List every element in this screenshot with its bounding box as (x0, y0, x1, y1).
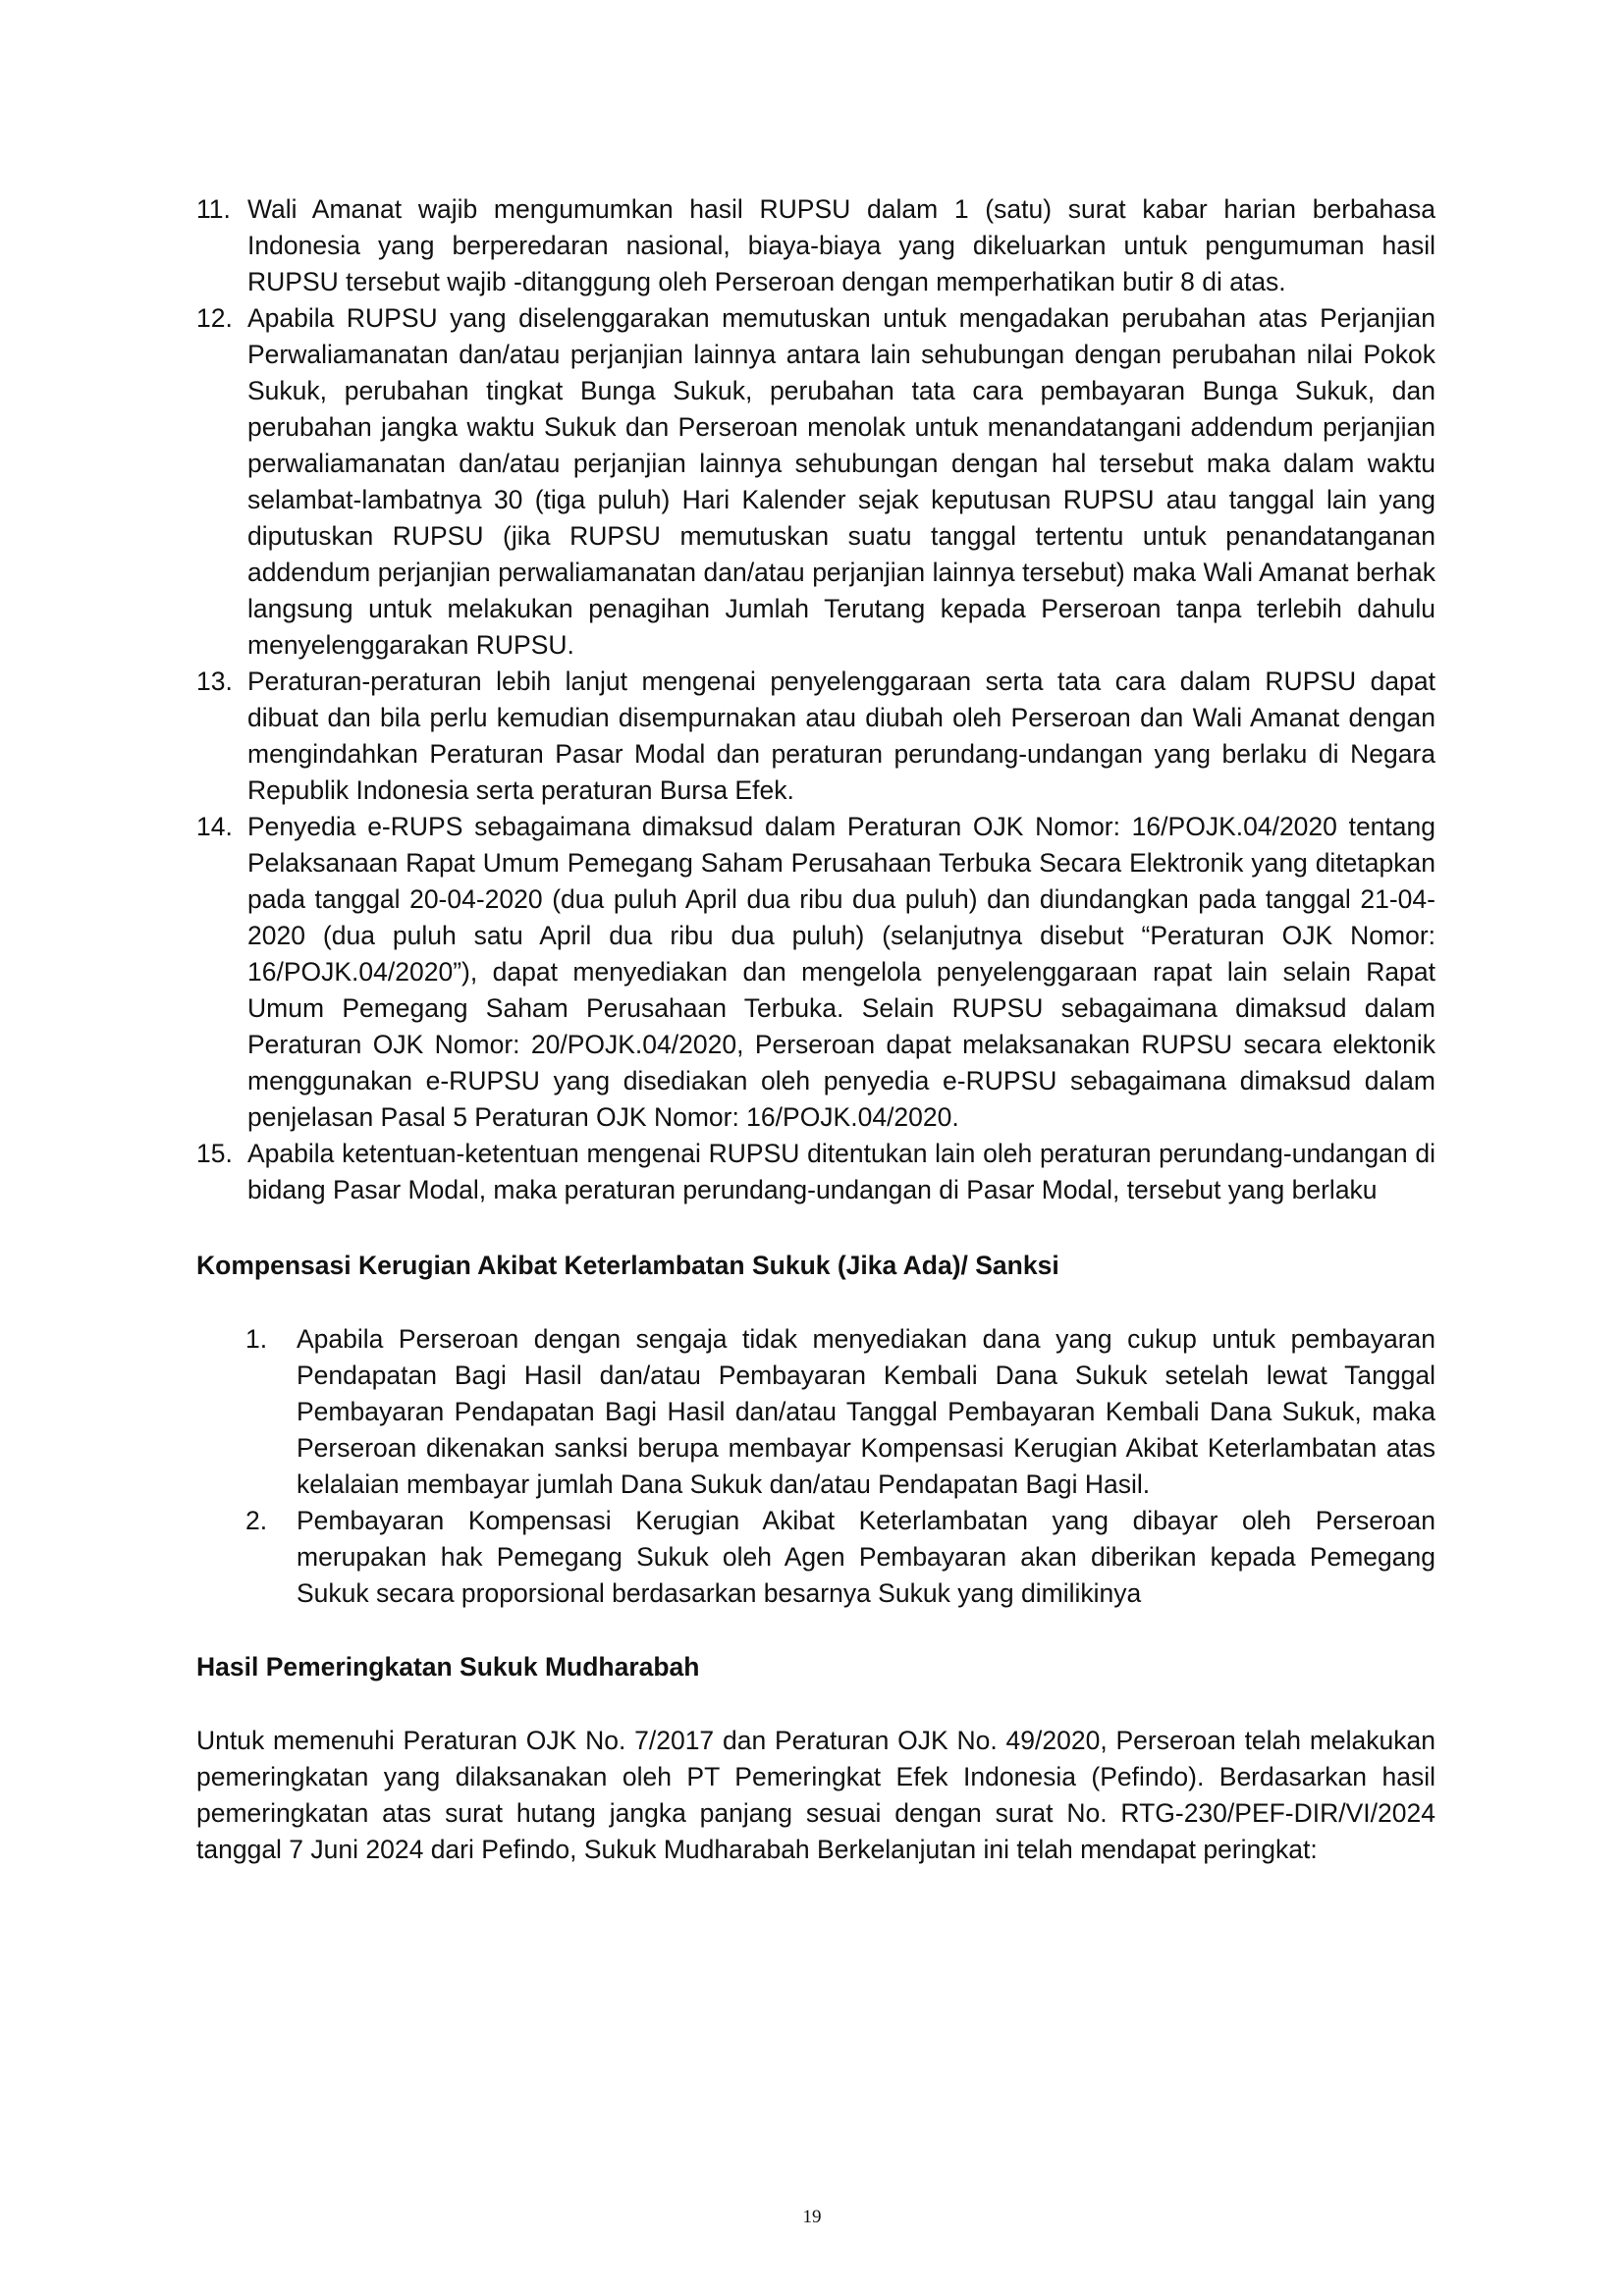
list-item-number: 11. (196, 194, 231, 224)
list-item (196, 664, 1435, 809)
list-item-number: 13. (196, 667, 233, 696)
list-item-text: Apabila RUPSU yang diselenggarakan memutuskan untuk mengadakan perubahan atas Perjanjian Perwaliamanatan dan/atau perjanjian lainnya antara lain sehubungan dengan perubahan nilai Pokok Sukuk, perubahan tingkat Bunga Sukuk, perubahan tata cara pembayaran Bunga Sukuk, dan perubahan jangka waktu Sukuk dan Perseroan menolak untuk menandatangani addendum perjanjian perwaliamanatan dan/atau perjanjian lainnya sehubungan dengan hal tersebut maka dalam waktu selambat-lambatnya 30 (tiga puluh) Hari Kalender sejak keputusan RUPSU atau tanggal lain yang diputuskan RUPSU (jika RUPSU memutuskan suatu tanggal tertentu untuk penandatanganan addendum perjanjian perwaliamanatan dan/atau perjanjian lainnya tersebut) maka Wali Amanat berhak langsung untuk melakukan penagihan Jumlah Terutang kepada Perseroan tanpa terlebih dahulu menyelenggarakan RUPSU. (247, 303, 1435, 660)
list-item-number: 12. (196, 303, 233, 333)
list-item (196, 300, 1435, 664)
list-item-text: Penyedia e-RUPS sebagaimana dimaksud dalam Peraturan OJK Nomor: 16/POJK.04/2020 tentang Pelaksanaan Rapat Umum Pemegang Saham Perusahaan Terbuka Secara Elektronik yang ditetapkan pada tanggal 20-04-2020 (dua puluh April dua ribu dua puluh) dan diundangkan pada tanggal 21-04-2020 (dua puluh satu April dua ribu dua puluh) (selanjutnya disebut “Peraturan OJK Nomor: 16/POJK.04/2020”), dapat menyediakan dan mengelola penyelenggaraan rapat lain selain Rapat Umum Pemegang Saham Perusahaan Terbuka. Selain RUPSU sebagaimana dimaksud dalam Peraturan OJK Nomor: 20/POJK.04/2020, Perseroan dapat melaksanakan RUPSU secara elektonik menggunakan e-RUPSU yang disediakan oleh penyedia e-RUPSU sebagaimana dimaksud dalam penjelasan Pasal 5 Peraturan OJK Nomor: 16/POJK.04/2020. (247, 812, 1435, 1132)
list-item-number: 14. (196, 812, 233, 841)
list-item-text: Wali Amanat wajib mengumumkan hasil RUPSU dalam 1 (satu) surat kabar harian berbahasa Indonesia yang berperedaran nasional, biaya-biaya yang dikeluarkan untuk pengumuman hasil RUPSU tersebut wajib -ditanggung oleh Perseroan dengan memperhatikan butir 8 di atas. (247, 194, 1435, 296)
list-item (245, 1321, 1435, 1503)
compensation-list (245, 1321, 1435, 1612)
list-item-text: Pembayaran Kompensasi Kerugian Akibat Keterlambatan yang dibayar oleh Perseroan merupakan hak Pemegang Sukuk oleh Agen Pembayaran akan diberikan kepada Pemegang Sukuk secara proporsional berdasarkan besarnya Sukuk yang dimilikinya (297, 1506, 1435, 1608)
rupsu-provisions-list (196, 191, 1435, 1208)
section-heading-compensation: Kompensasi Kerugian Akibat Keterlambatan Sukuk (Jika Ada)/ Sanksi (196, 1251, 1059, 1280)
list-item (196, 1136, 1435, 1208)
rating-paragraph: Untuk memenuhi Peraturan OJK No. 7/2017 dan Peraturan OJK No. 49/2020, Perseroan telah melakukan pemeringkatan yang dilaksanakan oleh PT Pemeringkat Efek Indonesia (Pefindo). Berdasarkan hasil pemeringkatan atas surat hutang jangka panjang sesuai dengan surat No. RTG-230/PEF-DIR/VI/2024 tanggal 7 Juni 2024 dari Pefindo, Sukuk Mudharabah Berkelanjutan ini telah mendapat peringkat: (196, 1726, 1435, 1864)
list-item-text: Peraturan-peraturan lebih lanjut mengenai penyelenggaraan serta tata cara dalam RUPSU dapat dibuat dan bila perlu kemudian disempurnakan atau diubah oleh Perseroan dan Wali Amanat dengan mengindahkan Peraturan Pasar Modal dan peraturan perundang-undangan yang berlaku di Negara Republik Indonesia serta peraturan Bursa Efek. (247, 667, 1435, 805)
section-heading-rating: Hasil Pemeringkatan Sukuk Mudharabah (196, 1652, 700, 1682)
list-item-number: 15. (196, 1139, 233, 1168)
list-item (196, 191, 1435, 300)
list-item-number: 2. (245, 1506, 268, 1535)
list-item-text: Apabila Perseroan dengan sengaja tidak menyediakan dana yang cukup untuk pembayaran Pendapatan Bagi Hasil dan/atau Pembayaran Kembali Dana Sukuk setelah lewat Tanggal Pembayaran Pendapatan Bagi Hasil dan/atau Tanggal Pembayaran Kembali Dana Sukuk, maka Perseroan dikenakan sanksi berupa membayar Kompensasi Kerugian Akibat Keterlambatan atas kelalaian membayar jumlah Dana Sukuk dan/atau Pendapatan Bagi Hasil. (297, 1324, 1435, 1499)
page-number: 19 (802, 2207, 822, 2227)
list-item (196, 809, 1435, 1136)
page-content (196, 191, 1435, 1895)
list-item (245, 1503, 1435, 1612)
list-item-number: 1. (245, 1324, 268, 1354)
list-item-text: Apabila ketentuan-ketentuan mengenai RUPSU ditentukan lain oleh peraturan perundang-undangan di bidang Pasar Modal, maka peraturan perundang-undangan di Pasar Modal, tersebut yang berlaku (247, 1139, 1435, 1204)
